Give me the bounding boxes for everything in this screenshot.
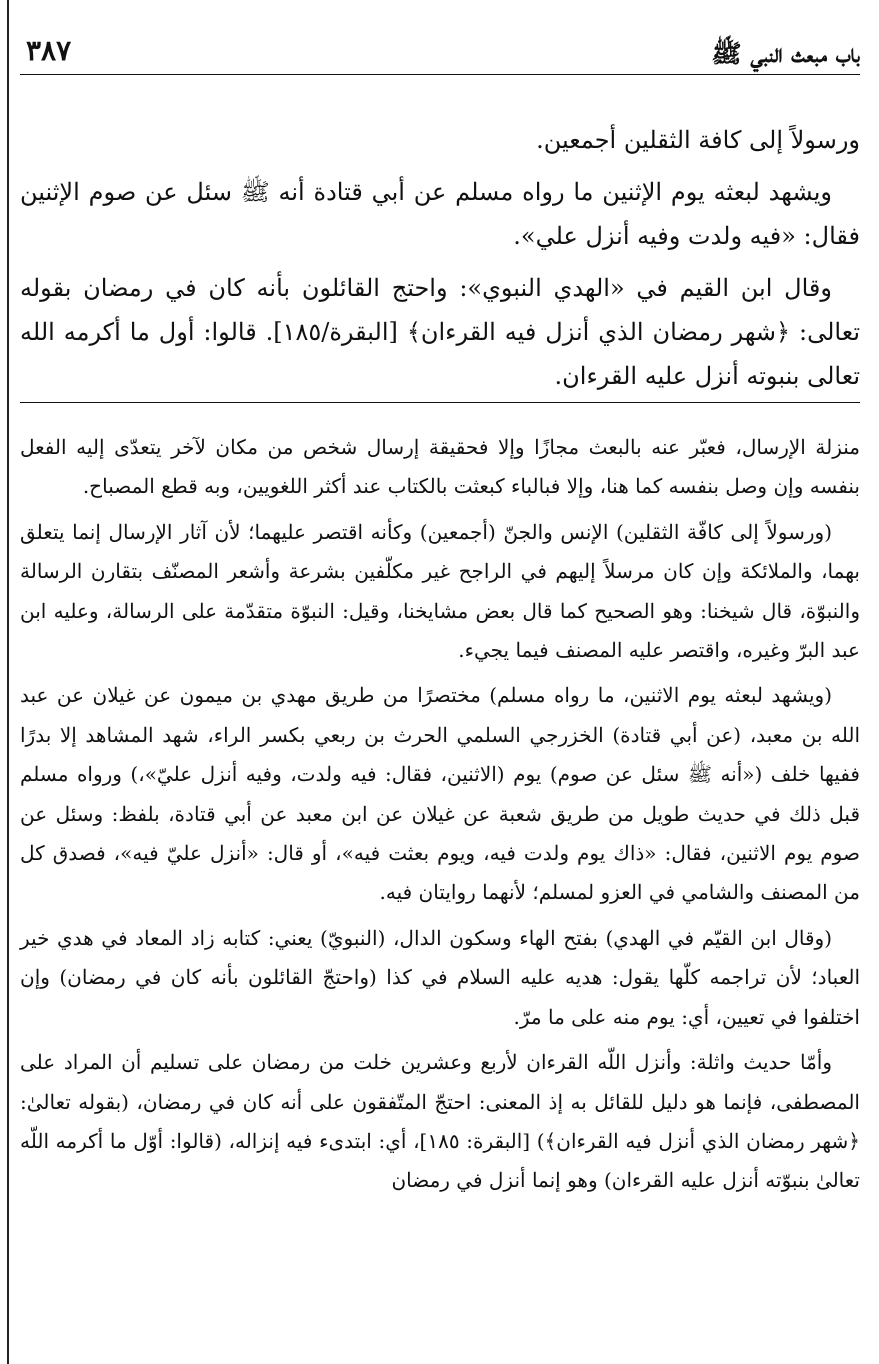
commentary-text bbox=[20, 428, 860, 1207]
commentary-paragraph: (ورسولاً إلى كافّة الثقلين) الإنس والجنّ (أجمعين) وكأنه اقتصر عليهما؛ لأن آثار الإرسال إنما يتعلق بهما، والملائكة وإن كان مرسلاً إليهم في الراجح غير مكلّفين بشرعة وأشعر المصنّف بتقارن الرسالة والنبوّة، قال شيخنا: وهو الصحيح كما قال بعض مشايخنا، وقيل: النبوّة متقدّمة على الرسالة، وعليه ابن عبد البرّ وغيره، واقتصر عليه المصنف فيما يجيء. bbox=[20, 519, 860, 663]
main-paragraph: ورسولاً إلى كافة الثقلين أجمعين. bbox=[536, 126, 860, 154]
footnote-divider bbox=[20, 402, 860, 403]
commentary-paragraph: (وقال ابن القيّم في الهدي) بفتح الهاء وسكون الدال، (النبويّ) يعني: كتابه زاد المعاد في هدي خير العباد؛ لأن تراجمه كلّها يقول: هديه عليه السلام في كذا (واحتجّ القائلون بأنه كان في رمضان) وإن اختلفوا في تعيين، أي: يوم منه على ما مرّ. bbox=[20, 925, 860, 1029]
main-paragraph: ويشهد لبعثه يوم الإثنين ما رواه مسلم عن أبي قتادة أنه ﷺ سئل عن صوم الإثنين فقال: «فيه ولدت وفيه أنزل علي». bbox=[20, 178, 860, 250]
page-edge-rule bbox=[7, 0, 9, 1364]
commentary-paragraph: (ويشهد لبعثه يوم الاثنين، ما رواه مسلم) مختصرًا من طريق مهدي بن ميمون عن غيلان عن عبد الله بن معبد، (عن أبي قتادة) الخزرجي السلمي الحرث بن ربعي بكسر الراء، شهد المشاهد إلا بدرًا ففيها خلف («أنه ﷺ سئل عن صوم) يوم (الاثنين، فقال: فيه ولدت، وفيه أنزل عليّ»،) ورواه مسلم قبل ذلك في حديث طويل من طريق شعبة عن غيلان عن ابن معبد عن أبي قتادة، بلفظ: وسئل عن صوم يوم الاثنين، فقال: «ذاك يوم ولدت فيه، ويوم بعثت فيه»، أو قال: «أنزل عليّ فيه»، فصدق كل من المصنف والشامي في العزو لمسلم؛ لأنهما روايتان فيه. bbox=[20, 683, 860, 905]
commentary-paragraph: وأمّا حديث واثلة: وأنزل اللّه القرءان لأربع وعشرين خلت من رمضان على تسليم أن المراد على المصطفى، فإنما هو دليل للقائل به إذ المعنى: احتجّ المتّفقون على أنه كان في رمضان، (بقوله تعالىٰ: ﴿شهر رمضان الذي أنزل فيه القرءان﴾) [البقرة: ١٨٥]، أي: ابتدىء فيه إنزاله، (قالوا: أوّل ما أكرمه اللّه تعالىٰ بنبوّته أنزل عليه القرءان) وهو إنما أنزل في رمضان bbox=[20, 1050, 861, 1193]
commentary-paragraph: منزلة الإرسال، فعبّر عنه بالبعث مجازًا وإلا فحقيقة إرسال شخص من مكان لآخر يتعدّى إليه الفعل بنفسه وإن وصل بنفسه كما هنا، وإلا فبالباء كبعثت بالكتاب عند أكثر اللغويين، وبه قطع المصباح. bbox=[20, 435, 860, 499]
document-page bbox=[20, 0, 860, 1364]
header-rule bbox=[20, 74, 860, 75]
page-number: ٣٨٧ bbox=[26, 34, 72, 67]
main-text bbox=[20, 118, 860, 406]
page-header bbox=[20, 30, 860, 74]
running-title: باب مبعث النبي ﷺ bbox=[711, 39, 860, 68]
main-paragraph: وقال ابن القيم في «الهدي النبوي»: واحتج القائلون بأنه كان في رمضان بقوله تعالى: ﴿شهر رمضان الذي أنزل فيه القرءان﴾ [البقرة/١٨٥]. قالوا: أول ما أكرمه الله تعالى بنبوته أنزل عليه القرءان. bbox=[20, 274, 860, 390]
